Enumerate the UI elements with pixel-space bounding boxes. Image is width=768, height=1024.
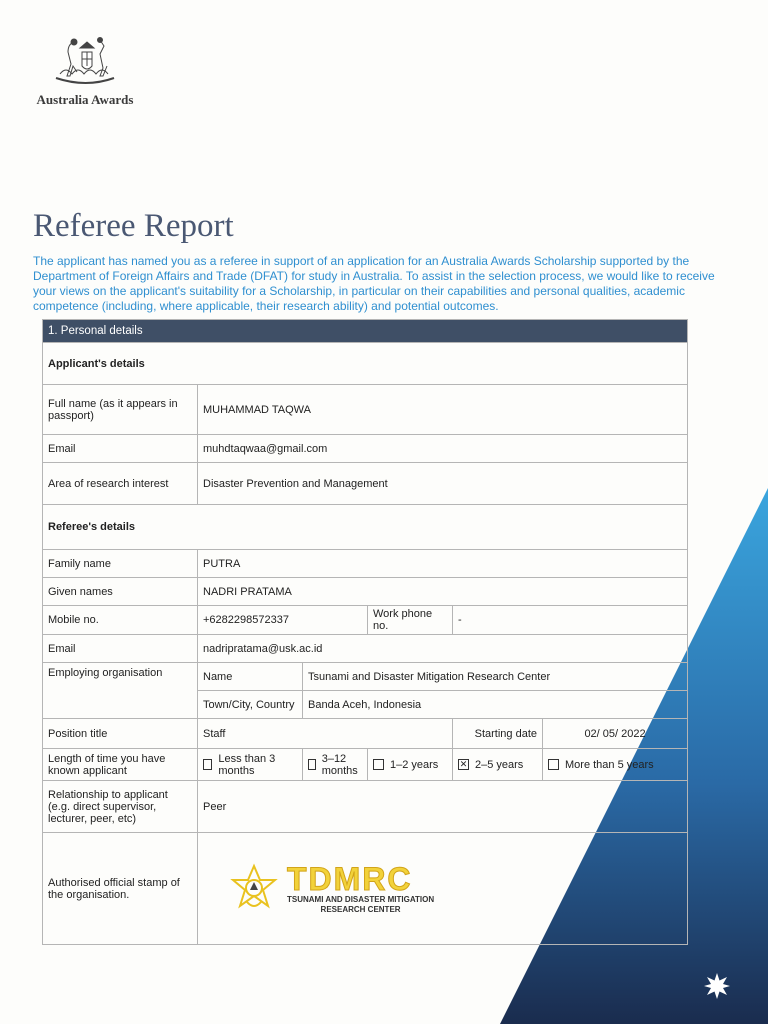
option-label: More than 5 years <box>565 758 654 771</box>
page-title: Referee Report <box>33 208 234 244</box>
org-name-field[interactable]: Tsunami and Disaster Mitigation Research Center <box>303 663 688 691</box>
tdmrc-subtitle-1: TSUNAMI AND DISASTER MITIGATION <box>287 894 435 904</box>
work-phone-field[interactable]: - <box>453 606 688 635</box>
given-names-field[interactable]: NADRI PRATAMA <box>198 578 688 606</box>
length-row <box>43 749 688 781</box>
option-label: 1–2 years <box>390 758 439 771</box>
start-date-label: Starting date <box>453 719 543 749</box>
org-city-field[interactable]: Banda Aceh, Indonesia <box>303 691 688 719</box>
mobile-label: Mobile no. <box>43 606 198 635</box>
given-names-label: Given names <box>43 578 198 606</box>
checkbox-more-than-5-years[interactable] <box>548 759 559 770</box>
applicant-email-label: Email <box>43 435 198 463</box>
tdmrc-emblem-icon <box>227 862 281 916</box>
referee-email-label: Email <box>43 635 198 663</box>
length-option-4[interactable] <box>453 749 543 781</box>
white-star-icon <box>703 972 731 1000</box>
stamp-row <box>43 833 688 945</box>
relationship-row <box>43 781 688 833</box>
applicant-heading-row <box>43 343 688 385</box>
org-city-label: Town/City, Country <box>198 691 303 719</box>
intro-paragraph: The applicant has named you as a referee in support of an application for an Australia Awards Scholarship supported by the Department of Foreign Affairs and Trade (DFAT) for study in Australia. To assist in the selection process, we would like to receive your views on the applicant's suitability for a Scholarship, in particular on their capabilities and personal qualities, academic competence (including, where applicable, their research ability) and potential outcomes. <box>33 254 715 313</box>
org-name-label: Name <box>198 663 303 691</box>
australian-coat-of-arms-icon <box>46 34 124 90</box>
section-header-row <box>43 320 688 343</box>
position-field[interactable]: Staff <box>198 719 453 749</box>
referee-email-field[interactable]: nadripratama@usk.ac.id <box>198 635 688 663</box>
position-label: Position title <box>43 719 198 749</box>
length-option-1[interactable] <box>198 749 303 781</box>
option-label: Less than 3 months <box>218 752 276 777</box>
family-name-label: Family name <box>43 550 198 578</box>
australia-awards-logo <box>30 34 140 108</box>
stamp-label: Authorised official stamp of the organisation. <box>43 833 198 945</box>
checkbox-less-than-3-months[interactable] <box>203 759 212 770</box>
research-row <box>43 463 688 505</box>
family-name-row <box>43 550 688 578</box>
applicant-heading: Applicant's details <box>43 343 688 385</box>
referee-email-row <box>43 635 688 663</box>
option-label: 3–12 months <box>321 752 358 777</box>
research-field[interactable]: Disaster Prevention and Management <box>198 463 688 505</box>
work-phone-label: Work phone no. <box>368 606 453 635</box>
given-names-row <box>43 578 688 606</box>
research-label: Area of research interest <box>43 463 198 505</box>
mobile-row <box>43 606 688 635</box>
checkbox-3-12-months[interactable] <box>308 759 316 770</box>
org-name-row <box>43 663 688 691</box>
full-name-row <box>43 385 688 435</box>
position-row <box>43 719 688 749</box>
relationship-label: Relationship to applicant (e.g. direct supervisor, lecturer, peer, etc) <box>43 781 198 833</box>
checkbox-1-2-years[interactable] <box>373 759 384 770</box>
applicant-email-field[interactable]: muhdtaqwaa@gmail.com <box>198 435 688 463</box>
option-label: 2–5 years <box>475 758 524 771</box>
org-label: Employing organisation <box>43 663 198 719</box>
length-option-2[interactable] <box>303 749 368 781</box>
family-name-field[interactable]: PUTRA <box>198 550 688 578</box>
applicant-email-row <box>43 435 688 463</box>
full-name-field[interactable]: MUHAMMAD TAQWA <box>198 385 688 435</box>
personal-details-table <box>42 319 688 945</box>
tdmrc-logo-text: TDMRC <box>287 860 413 897</box>
start-date-field[interactable]: 02/ 05/ 2022 <box>543 719 688 749</box>
referee-heading-row <box>43 505 688 550</box>
section-title: 1. Personal details <box>43 320 688 343</box>
referee-heading: Referee's details <box>43 505 688 550</box>
full-name-label: Full name (as it appears in passport) <box>43 385 198 435</box>
length-label: Length of time you have known applicant <box>43 749 198 781</box>
mobile-field[interactable]: +6282298572337 <box>198 606 368 635</box>
relationship-field[interactable]: Peer <box>198 781 688 833</box>
logo-text: Australia Awards <box>36 92 134 107</box>
checkbox-2-5-years[interactable]: ✕ <box>459 759 468 769</box>
stamp-area <box>198 833 688 945</box>
tdmrc-subtitle-2: RESEARCH CENTER <box>320 904 401 914</box>
length-option-3[interactable] <box>368 749 453 781</box>
length-option-5[interactable] <box>543 749 688 781</box>
